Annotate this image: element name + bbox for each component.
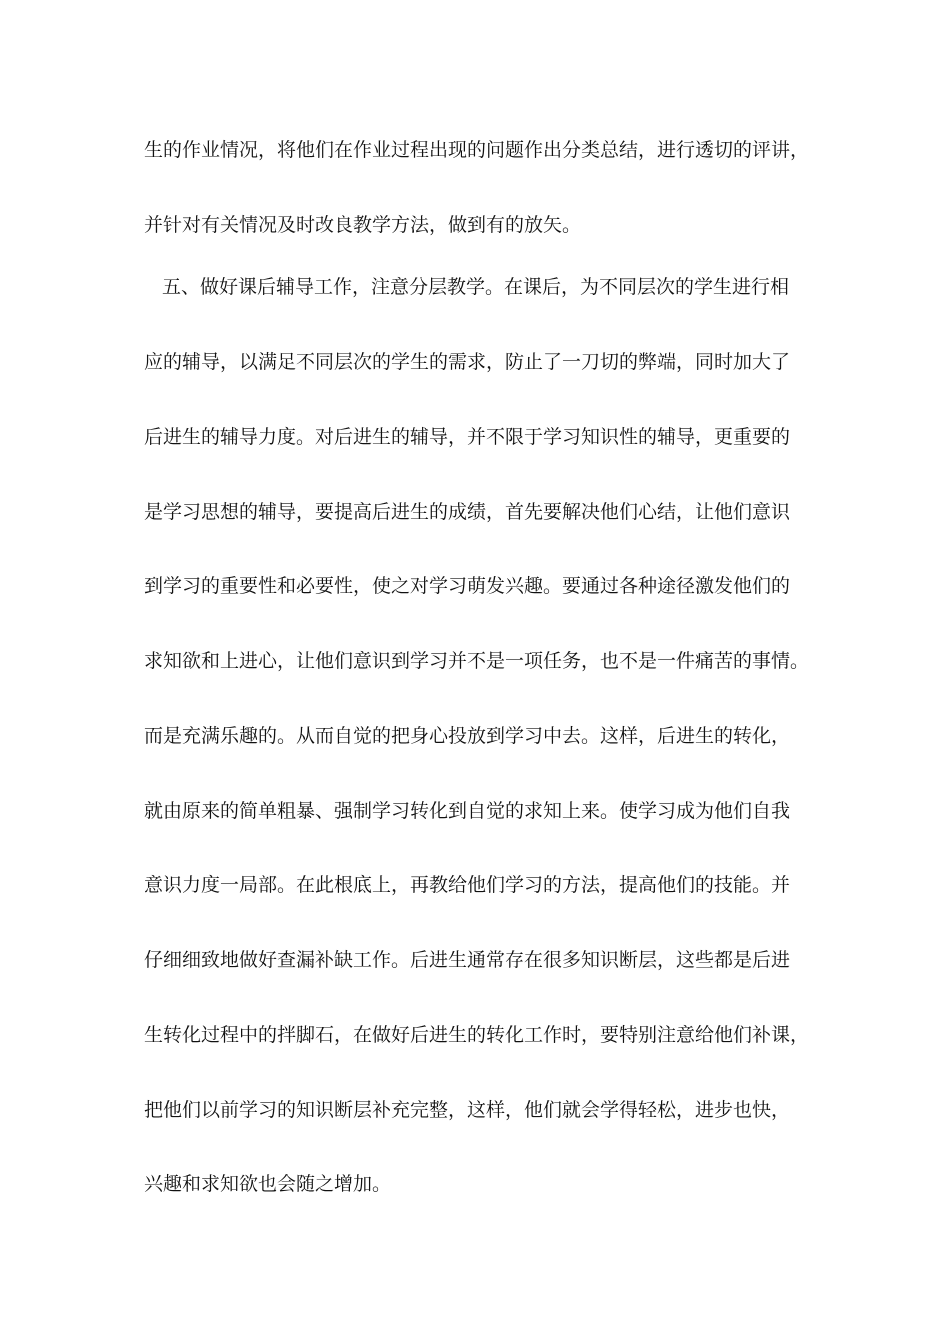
text-line: 求知欲和上进心，让他们意识到学习并不是一项任务，也不是一件痛苦的事情。 [144,650,810,672]
text-line: 到学习的重要性和必要性，使之对学习萌发兴趣。要通过各种途径激发他们的 [144,575,791,597]
text-line: 把他们以前学习的知识断层补充完整，这样，他们就会学得轻松，进步也快， [144,1099,791,1121]
text-line: 生的作业情况，将他们在作业过程出现的问题作出分类总结，进行透切的评讲， [144,139,810,161]
text-line: 仔细细致地做好查漏补缺工作。后进生通常存在很多知识断层，这些都是后进 [144,949,791,971]
text-line: 并针对有关情况及时改良教学方法，做到有的放矢。 [144,214,582,236]
section-five-heading-line: 五、做好课后辅导工作，注意分层教学。在课后，为不同层次的学生进行相 [162,276,790,298]
text-line: 就由原来的简单粗暴、强制学习转化到自觉的求知上来。使学习成为他们自我 [144,800,791,822]
text-line: 是学习思想的辅导，要提高后进生的成绩，首先要解决他们心结，让他们意识 [144,501,791,523]
text-line: 兴趣和求知欲也会随之增加。 [144,1173,392,1195]
text-line: 生转化过程中的拌脚石，在做好后进生的转化工作时，要特别注意给他们补课， [144,1024,810,1046]
text-line: 后进生的辅导力度。对后进生的辅导，并不限于学习知识性的辅导，更重要的 [144,426,791,448]
text-line: 而是充满乐趣的。从而自觉的把身心投放到学习中去。这样，后进生的转化， [144,725,791,747]
text-line: 应的辅导，以满足不同层次的学生的需求，防止了一刀切的弊端，同时加大了 [144,351,791,373]
text-line: 意识力度一局部。在此根底上，再教给他们学习的方法，提高他们的技能。并 [144,874,791,896]
